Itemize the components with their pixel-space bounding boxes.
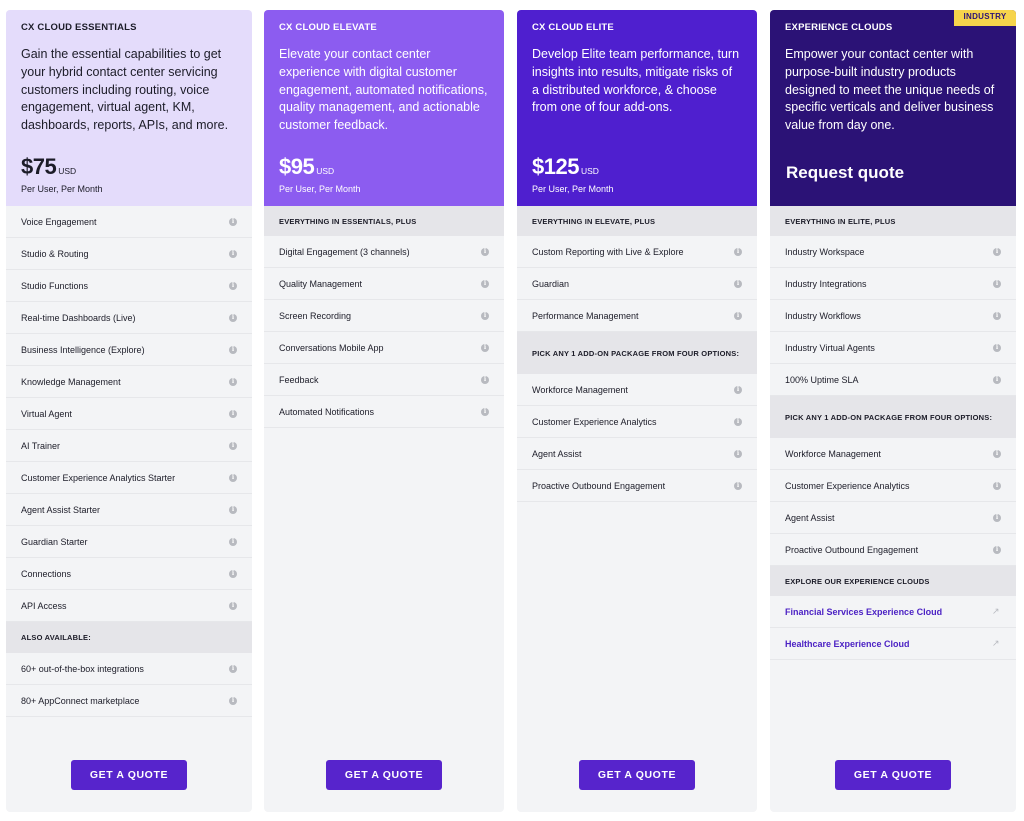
section-heading: EXPLORE OUR EXPERIENCE CLOUDS (770, 566, 1016, 596)
tier-name: CX CLOUD ELITE (532, 22, 614, 33)
feature-row (770, 332, 1016, 364)
card-header (517, 10, 757, 206)
experience-cloud-link[interactable] (770, 628, 1016, 660)
info-circle-icon[interactable]: i (481, 344, 489, 352)
feature-label: Agent Assist (785, 512, 835, 523)
get-a-quote-button[interactable]: GET A QUOTE (71, 760, 187, 790)
info-circle-icon[interactable]: i (229, 602, 237, 610)
feature-row (517, 268, 757, 300)
card-header (6, 10, 252, 206)
price-unit: Per User, Per Month (532, 184, 614, 194)
feature-row (517, 406, 757, 438)
feature-row (517, 236, 757, 268)
info-circle-icon[interactable]: i (229, 474, 237, 482)
feature-label: Customer Experience Analytics (785, 480, 910, 491)
feature-row (517, 438, 757, 470)
get-a-quote-button[interactable]: GET A QUOTE (326, 760, 442, 790)
info-circle-icon[interactable]: i (993, 280, 1001, 288)
feature-label: Studio Functions (21, 280, 89, 291)
link-label[interactable]: Financial Services Experience Cloud (785, 606, 943, 617)
feature-label: Performance Management (532, 310, 639, 321)
feature-label: 60+ out-of-the-box integrations (21, 663, 144, 674)
feature-label: Connections (21, 568, 72, 579)
request-quote-text: Request quote (786, 163, 905, 182)
feature-label: Industry Workflows (785, 310, 861, 321)
info-circle-icon[interactable]: i (993, 546, 1001, 554)
feature-row (6, 302, 252, 334)
card-header (770, 10, 1016, 206)
info-circle-icon[interactable]: i (481, 408, 489, 416)
info-circle-icon[interactable]: i (734, 248, 742, 256)
feature-row (770, 364, 1016, 396)
feature-list (6, 206, 252, 717)
feature-label: Voice Engagement (21, 216, 97, 227)
feature-row (517, 470, 757, 502)
info-circle-icon[interactable]: i (229, 442, 237, 450)
feature-row (770, 470, 1016, 502)
price-currency: USD (580, 166, 599, 176)
tier-name: CX CLOUD ESSENTIALS (21, 22, 137, 33)
feature-label: Business Intelligence (Explore) (21, 344, 145, 355)
price-amount: $75 (21, 154, 57, 179)
feature-row (517, 374, 757, 406)
feature-label: Proactive Outbound Engagement (785, 544, 919, 555)
feature-label: Industry Integrations (785, 278, 867, 289)
feature-label: Conversations Mobile App (279, 342, 384, 353)
section-heading: EVERYTHING IN ELITE, PLUS (770, 206, 1016, 236)
feature-row (517, 300, 757, 332)
feature-row (6, 462, 252, 494)
feature-row (6, 334, 252, 366)
section-heading: EVERYTHING IN ELEVATE, PLUS (517, 206, 757, 236)
industry-badge: INDUSTRY (954, 10, 1016, 26)
info-circle-icon[interactable]: i (229, 538, 237, 546)
info-circle-icon[interactable]: i (481, 280, 489, 288)
info-circle-icon[interactable]: i (229, 506, 237, 514)
section-heading: PICK ANY 1 ADD-ON PACKAGE FROM FOUR OPTIONS: (517, 332, 757, 374)
external-link-icon: ↗ (992, 638, 1000, 648)
feature-row (770, 534, 1016, 566)
info-circle-icon[interactable]: i (229, 410, 237, 418)
section-heading: PICK ANY 1 ADD-ON PACKAGE FROM FOUR OPTIONS: (770, 396, 1016, 438)
tier-description: Empower your contact center with purpose-built industry products designed to meet the unique needs of specific verticals and deliver business value from day one. (785, 47, 995, 133)
feature-label: Proactive Outbound Engagement (532, 480, 666, 491)
feature-label: Industry Virtual Agents (785, 342, 875, 353)
feature-row (770, 236, 1016, 268)
feature-list (264, 206, 504, 428)
price-unit: Per User, Per Month (279, 184, 361, 194)
section-heading: EVERYTHING IN ESSENTIALS, PLUS (264, 206, 504, 236)
feature-label: Automated Notifications (279, 406, 375, 417)
info-circle-icon[interactable]: i (229, 218, 237, 226)
info-circle-icon[interactable]: i (993, 514, 1001, 522)
info-circle-icon[interactable]: i (734, 418, 742, 426)
feature-row (264, 396, 504, 428)
tier-description: Develop Elite team performance, turn insights into results, mitigate risks of a distributed workforce, & choose from one of four add-ons. (532, 47, 740, 115)
experience-cloud-link[interactable] (770, 596, 1016, 628)
feature-row (6, 270, 252, 302)
feature-row (770, 300, 1016, 332)
info-circle-icon[interactable]: i (993, 312, 1001, 320)
tier-name: EXPERIENCE CLOUDS (785, 22, 893, 33)
tier-description: Gain the essential capabilities to get your hybrid contact center servicing customers including routing, voice engagement, virtual agent, KM, dashboards, reports, APIs, and more. (21, 47, 229, 133)
feature-row (264, 300, 504, 332)
feature-label: Industry Workspace (785, 246, 865, 257)
feature-row (6, 526, 252, 558)
feature-row (6, 494, 252, 526)
feature-row (6, 558, 252, 590)
pricing-card-essentials (6, 10, 252, 812)
card-header (264, 10, 504, 206)
feature-label: 80+ AppConnect marketplace (21, 695, 140, 706)
feature-label: Guardian Starter (21, 536, 88, 547)
feature-label: AI Trainer (21, 440, 61, 451)
info-circle-icon[interactable]: i (229, 346, 237, 354)
info-circle-icon[interactable]: i (993, 248, 1001, 256)
info-circle-icon[interactable]: i (993, 376, 1001, 384)
feature-row (264, 332, 504, 364)
tier-name: CX CLOUD ELEVATE (279, 22, 377, 33)
feature-row (264, 364, 504, 396)
feature-row (6, 206, 252, 238)
feature-row (6, 430, 252, 462)
feature-row (6, 238, 252, 270)
feature-row (770, 502, 1016, 534)
feature-row (6, 366, 252, 398)
feature-label: Virtual Agent (21, 408, 72, 419)
info-circle-icon[interactable]: i (481, 312, 489, 320)
price-currency: USD (316, 166, 335, 176)
info-circle-icon[interactable]: i (993, 482, 1001, 490)
feature-label: 100% Uptime SLA (785, 374, 859, 385)
info-circle-icon[interactable]: i (481, 376, 489, 384)
feature-label: Quality Management (279, 278, 363, 289)
info-circle-icon[interactable]: i (229, 665, 237, 673)
info-circle-icon[interactable]: i (993, 344, 1001, 352)
feature-label: Guardian (532, 278, 570, 289)
info-circle-icon[interactable]: i (229, 697, 237, 705)
price-unit: Per User, Per Month (21, 184, 103, 194)
feature-list (517, 206, 757, 502)
feature-row (6, 398, 252, 430)
info-circle-icon[interactable]: i (734, 312, 742, 320)
section-heading: ALSO AVAILABLE: (6, 622, 252, 653)
feature-row (264, 268, 504, 300)
info-circle-icon[interactable]: i (734, 450, 742, 458)
feature-label: Digital Engagement (3 channels) (279, 246, 410, 257)
feature-row (6, 590, 252, 622)
feature-label: Customer Experience Analytics Starter (21, 472, 176, 483)
link-label[interactable]: Healthcare Experience Cloud (785, 638, 910, 649)
feature-label: Customer Experience Analytics (532, 416, 657, 427)
feature-label: Screen Recording (279, 310, 352, 321)
feature-row (770, 438, 1016, 470)
get-a-quote-button[interactable]: GET A QUOTE (835, 760, 951, 790)
info-circle-icon[interactable]: i (993, 450, 1001, 458)
feature-row (6, 685, 252, 717)
info-circle-icon[interactable]: i (229, 282, 237, 290)
price (532, 154, 599, 180)
info-circle-icon[interactable]: i (481, 248, 489, 256)
pricing-card-elite (517, 10, 757, 812)
feature-label: Workforce Management (532, 384, 628, 395)
feature-label: API Access (21, 600, 67, 611)
feature-label: Knowledge Management (21, 376, 121, 387)
info-circle-icon[interactable]: i (734, 280, 742, 288)
price-amount: $125 (532, 154, 579, 179)
info-circle-icon[interactable]: i (229, 314, 237, 322)
external-link-icon: ↗ (992, 606, 1000, 616)
feature-list (770, 206, 1016, 660)
feature-label: Workforce Management (785, 448, 881, 459)
info-circle-icon[interactable]: i (229, 570, 237, 578)
price-currency: USD (58, 166, 77, 176)
get-a-quote-button[interactable]: GET A QUOTE (579, 760, 695, 790)
pricing-card-elevate (264, 10, 504, 812)
tier-description: Elevate your contact center experience with digital customer engagement, automated notifications, quality management, and actionable customer feedback. (279, 47, 488, 133)
info-circle-icon[interactable]: i (734, 482, 742, 490)
feature-label: Real-time Dashboards (Live) (21, 312, 136, 323)
feature-label: Feedback (279, 374, 319, 385)
feature-label: Agent Assist (532, 448, 582, 459)
price-amount: $95 (279, 154, 315, 179)
feature-row (770, 268, 1016, 300)
feature-label: Studio & Routing (21, 248, 89, 259)
feature-label: Custom Reporting with Live & Explore (532, 246, 684, 257)
info-circle-icon[interactable]: i (229, 378, 237, 386)
price (279, 154, 334, 180)
pricing-card-experience-clouds (770, 10, 1016, 812)
feature-label: Agent Assist Starter (21, 504, 101, 515)
info-circle-icon[interactable]: i (734, 386, 742, 394)
price (21, 154, 76, 180)
feature-row (264, 236, 504, 268)
feature-row (6, 653, 252, 685)
info-circle-icon[interactable]: i (229, 250, 237, 258)
